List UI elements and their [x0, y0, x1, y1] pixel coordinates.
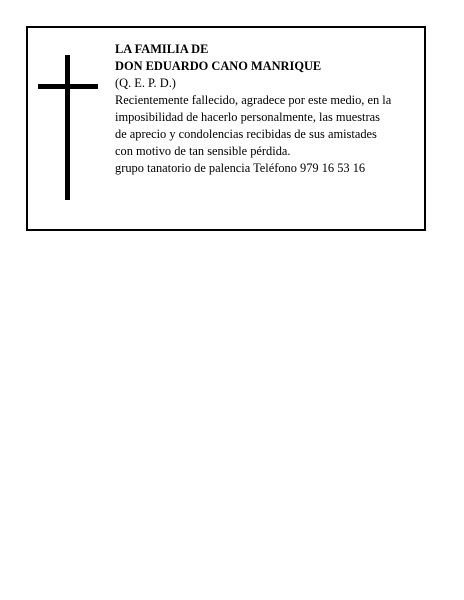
notice-body-line-3: de aprecio y condolencias recibidas de sus amistades — [115, 127, 377, 141]
notice-footer: grupo tanatorio de palencia Teléfono 979 16 53 16 — [115, 161, 366, 175]
qepd-text: (Q. E. P. D.) — [115, 76, 176, 90]
notice-heading-line-1: LA FAMILIA DE — [115, 42, 209, 56]
notice-body-line-1: Recientemente fallecido, agradece por este medio, en la — [115, 93, 392, 107]
notice-body-line-4: con motivo de tan sensible pérdida. — [115, 144, 291, 158]
obituary-notice-box — [26, 26, 426, 231]
notice-text — [115, 41, 425, 177]
latin-cross-icon — [38, 55, 98, 200]
cross-horizontal-bar — [38, 84, 98, 89]
notice-body-line-2: imposibilidad de hacerlo personalmente, las muestras — [115, 110, 380, 124]
notice-heading-line-2: DON EDUARDO CANO MANRIQUE — [115, 59, 322, 73]
cross-vertical-bar — [65, 55, 70, 200]
